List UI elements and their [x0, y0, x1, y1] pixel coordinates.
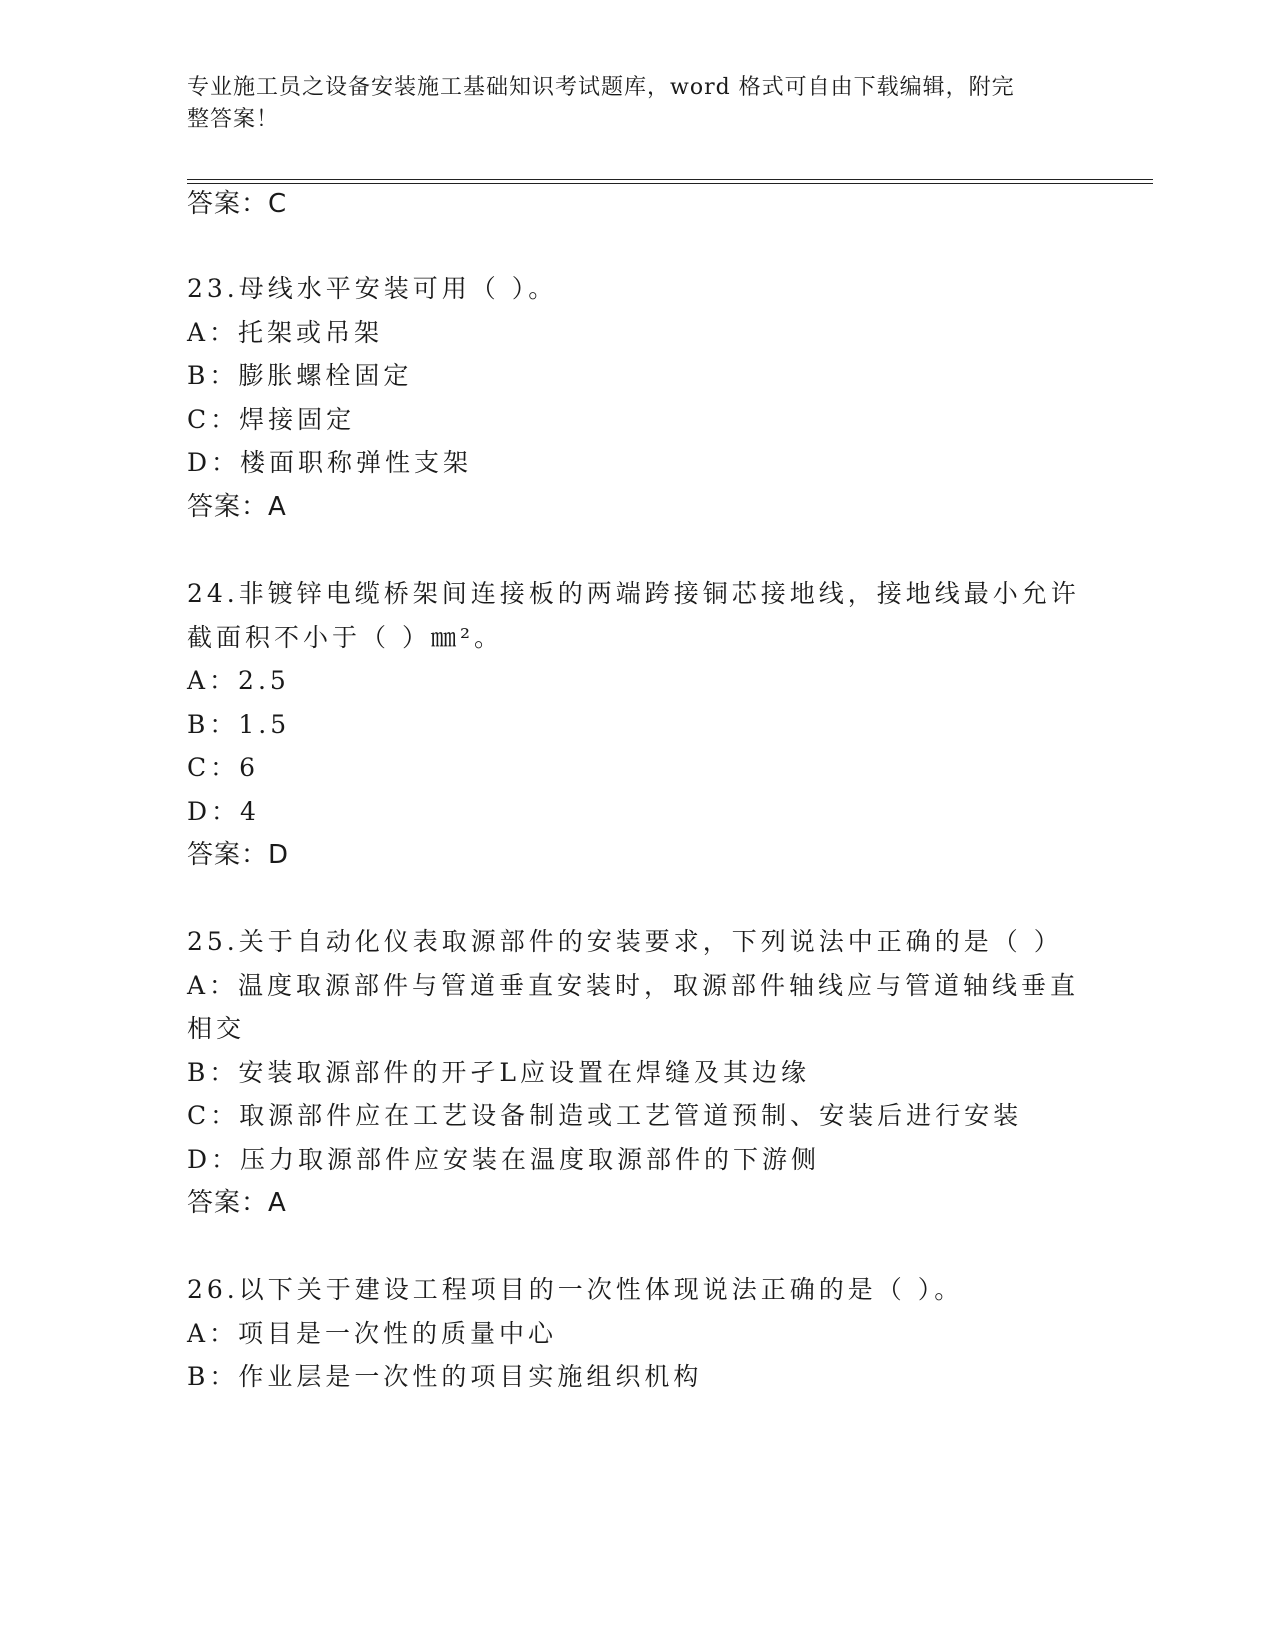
question-25-option-b: B：安装取源部件的开孑L应设置在焊缝及其边缘 — [187, 1058, 810, 1087]
answer-22: 答案：C — [187, 189, 288, 219]
document-header — [187, 72, 1067, 136]
question-24-option-c: C：6 — [187, 753, 260, 782]
question-25-option-a-line-1: A：温度取源部件与管道垂直安装时，取源部件轴线应与管道轴线垂直 — [187, 971, 1080, 1000]
question-24-option-b: B：1.5 — [187, 710, 291, 739]
question-24-stem-line-1: 24.非镀锌电缆桥架间连接板的两端跨接铜芯接地线，接地线最小允许 — [187, 579, 1080, 608]
question-26-option-b: B：作业层是一次性的项目实施组织机构 — [187, 1362, 703, 1391]
answer-23: 答案：A — [187, 492, 287, 522]
question-24-stem-line-2: 截面积不小于（ ）㎜²。 — [187, 623, 503, 652]
question-25-option-c: C：取源部件应在工艺设备制造或工艺管道预制、安装后进行安装 — [187, 1101, 1023, 1130]
question-23-option-b: B：膨胀螺栓固定 — [187, 361, 413, 390]
answer-25: 答案：A — [187, 1188, 287, 1218]
question-26-option-a: A：项目是一次性的质量中心 — [187, 1319, 558, 1348]
answer-24: 答案：D — [187, 840, 290, 870]
question-25-option-d: D：压力取源部件应安装在温度取源部件的下游侧 — [187, 1145, 821, 1174]
question-23-option-a: A：托架或吊架 — [187, 318, 384, 347]
question-24-option-a: A：2.5 — [187, 666, 290, 695]
question-24-option-d: D：4 — [187, 797, 260, 826]
question-26-stem: 26.以下关于建设工程项目的一次性体现说法正确的是（ ）。 — [187, 1275, 964, 1304]
question-23-option-c: C：焊接固定 — [187, 405, 356, 434]
header-line-2: 整答案！ — [187, 107, 280, 132]
header-divider-bottom — [187, 183, 1153, 184]
question-25-option-a-line-2: 相交 — [187, 1014, 246, 1043]
question-23-stem: 23.母线水平安装可用（ ）。 — [187, 274, 558, 303]
header-divider-top — [187, 179, 1153, 180]
question-23-option-d: D：楼面职称弹性支架 — [187, 448, 473, 477]
header-line-1: 专业施工员之设备安装施工基础知识考试题库，word 格式可自由下载编辑，附完 — [187, 75, 1015, 100]
question-25-stem: 25.关于自动化仪表取源部件的安装要求，下列说法中正确的是（ ） — [187, 927, 1063, 956]
